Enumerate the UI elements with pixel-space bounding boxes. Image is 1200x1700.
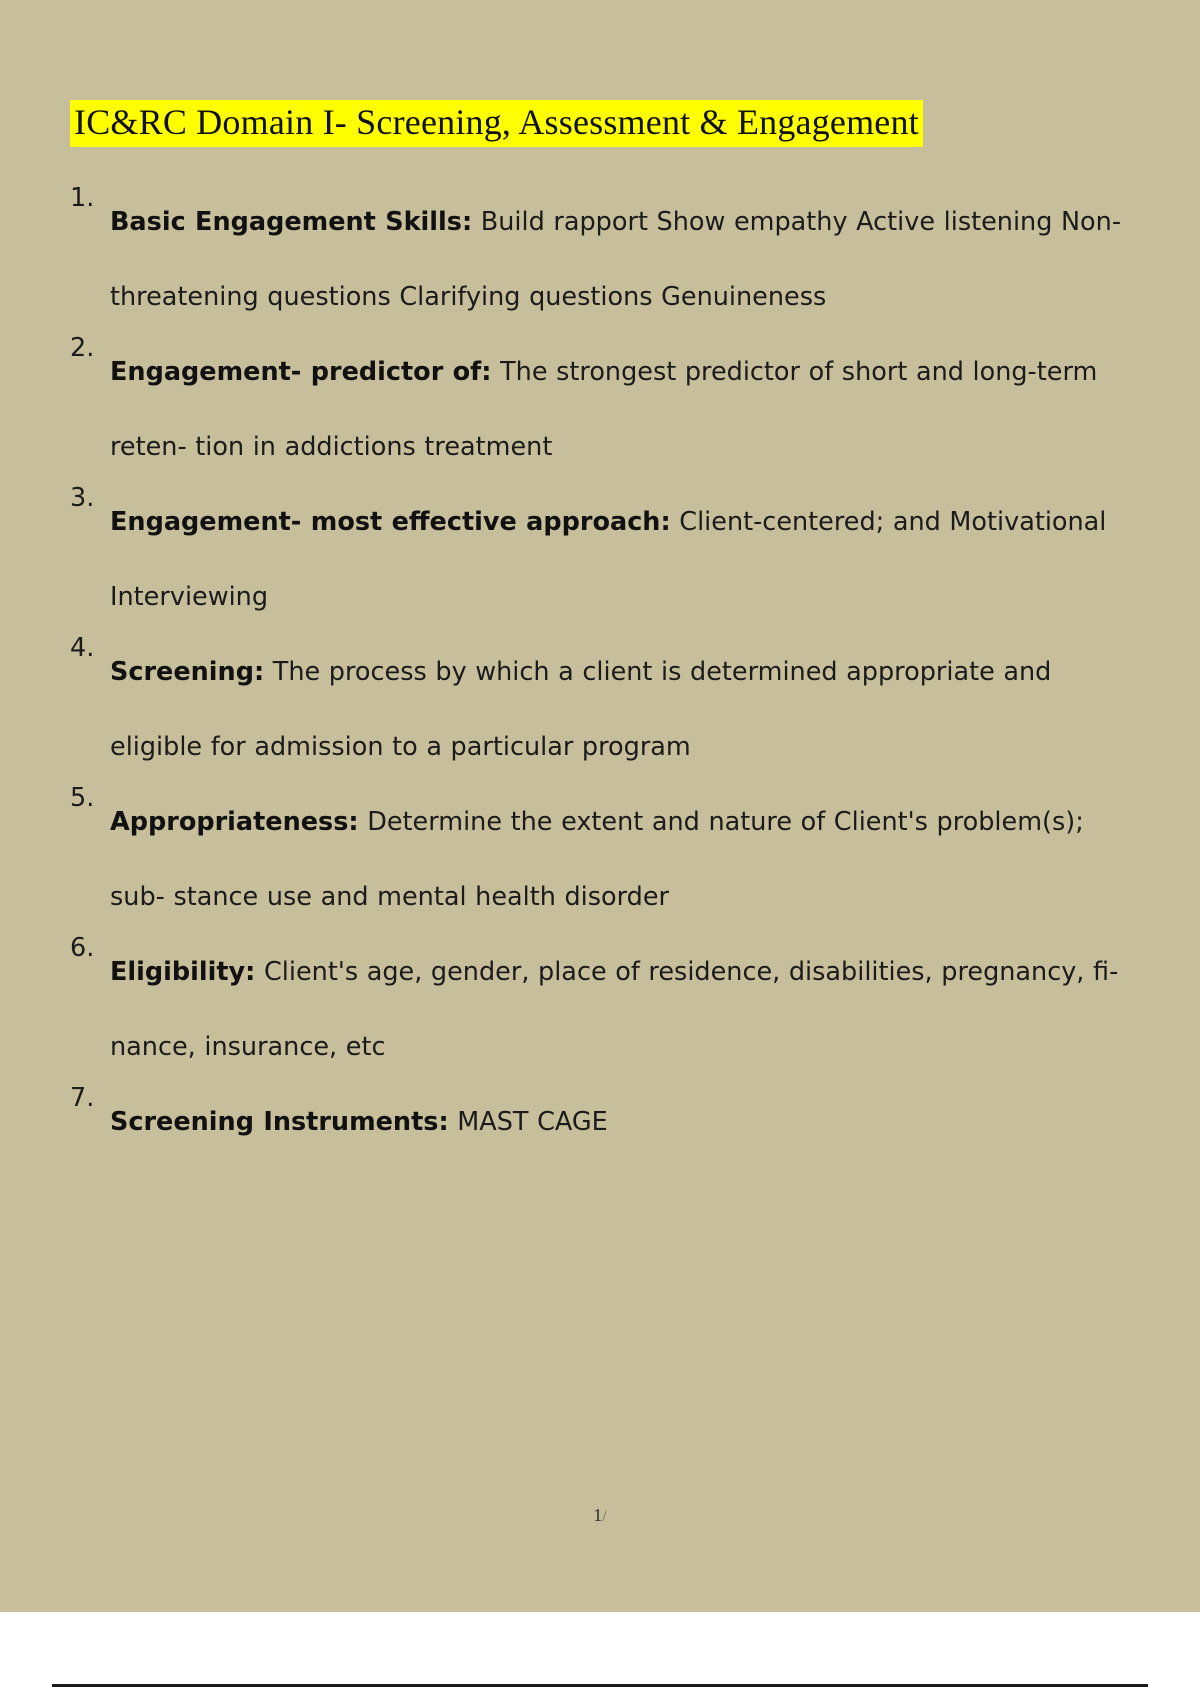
next-page-area [0,1612,1200,1700]
list-item-body [110,1085,1130,1160]
list-item [70,335,1130,485]
list-item [70,635,1130,785]
list-item-definition: Determine the extent and nature of Client's problem(s); sub- stance use and mental health disorder [110,807,1084,913]
definition-list [70,185,1130,1160]
list-item-term: Screening: [110,657,265,688]
list-item-body [110,935,1130,1085]
list-item-number: 2. [70,333,95,364]
page-number [0,1505,1200,1526]
horizontal-rule [52,1684,1148,1687]
list-item-body [110,185,1130,335]
list-item-term: Screening Instruments: [110,1107,449,1138]
list-item-term: Basic Engagement Skills: [110,207,473,238]
list-item-body [110,785,1130,935]
list-item-number: 7. [70,1083,95,1114]
list-item [70,1085,1130,1160]
list-item-definition: The strongest predictor of short and long-term reten- tion in addictions treatment [110,357,1098,463]
list-item-term: Appropriateness: [110,807,359,838]
list-item-term: Eligibility: [110,957,256,988]
list-item [70,185,1130,335]
list-item-number: 3. [70,483,95,514]
list-item-body [110,485,1130,635]
list-item-definition: Client's age, gender, place of residence, disabilities, pregnancy, fi- nance, insurance, etc [110,957,1119,1063]
page-number-suffix: / [602,1508,607,1525]
list-item-definition: Client-centered; and Motivational Interviewing [110,507,1107,613]
list-item [70,785,1130,935]
list-item-number: 1. [70,183,95,214]
list-item-definition: Build rapport Show empathy Active listening Non-threatening questions Clarifying questions Genuineness [110,207,1122,313]
page-title: IC&RC Domain I- Screening, Assessment & Engagement [70,100,923,147]
list-item-term: Engagement- most effective approach: [110,507,671,538]
list-item-number: 6. [70,933,95,964]
list-item-number: 5. [70,783,95,814]
list-item [70,485,1130,635]
list-item-definition: The process by which a client is determined appropriate and eligible for admission to a particular program [110,657,1052,763]
list-item-body [110,335,1130,485]
page-number-value: 1 [593,1505,603,1525]
list-item-body [110,635,1130,785]
list-item-definition: MAST CAGE [448,1107,608,1138]
list-item [70,935,1130,1085]
list-item-number: 4. [70,633,95,664]
list-item-term: Engagement- predictor of: [110,357,492,388]
